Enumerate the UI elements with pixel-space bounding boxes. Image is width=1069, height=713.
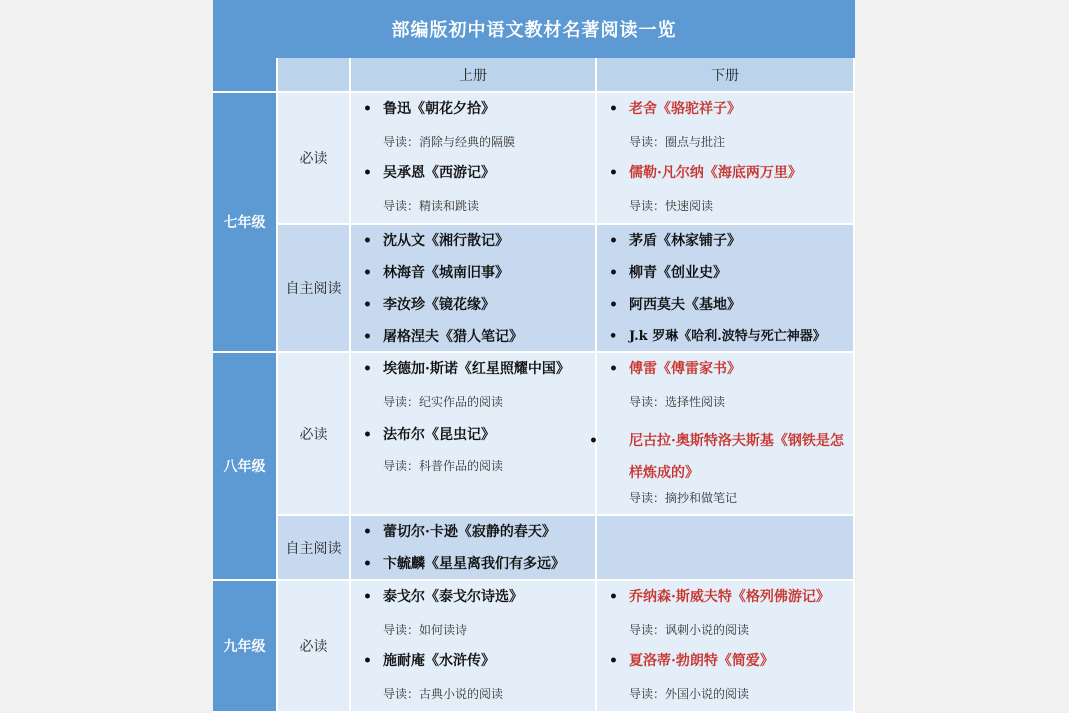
list-item: • 李汝珍《镜花缘》 (363, 297, 495, 313)
self-reading-label: 自主阅读 (278, 516, 351, 581)
list-item: • 老舍《骆驼祥子》 (609, 101, 741, 117)
reading-guide: 导读：如何读诗 (383, 623, 468, 637)
list-item: • J.k 罗琳《哈利.波特与死亡神器》 (609, 329, 826, 344)
required-label: 必读 (278, 93, 351, 225)
reading-guide: 导读：讽刺小说的阅读 (629, 623, 750, 637)
list-item: • 茅盾《林家铺子》 (609, 233, 741, 249)
header-first-half: 上册 (351, 58, 597, 93)
required-label: 必读 (278, 353, 351, 516)
g8-self-second-half (597, 516, 855, 581)
list-item: • 乔纳森·斯威夫特《格列佛游记》 (609, 589, 830, 605)
reading-list-table (213, 0, 855, 713)
reading-guide: 导读：摘抄和做笔记 (629, 491, 738, 505)
self-reading-label: 自主阅读 (278, 225, 351, 353)
list-item: • 傅雷《傅雷家书》 (609, 361, 741, 377)
table-title: 部编版初中语文教材名著阅读一览 (213, 0, 855, 58)
list-item: • 林海音《城南旧事》 (363, 265, 509, 281)
list-item: • 鲁迅《朝花夕拾》 (363, 101, 495, 117)
list-item: • 埃德加·斯诺《红星照耀中国》 (363, 361, 570, 377)
grade-9-label: 九年级 (213, 581, 278, 713)
g7-required-second-half (597, 93, 855, 225)
grade-8-label: 八年级 (213, 353, 278, 581)
header-second-half: 下册 (597, 58, 855, 93)
required-label: 必读 (278, 581, 351, 713)
list-item: • 夏洛蒂·勃朗特《简爱》 (609, 653, 774, 669)
g8-self-first-half (351, 516, 597, 581)
list-item: • 沈从文《湘行散记》 (363, 233, 509, 249)
list-item: • 尼古拉·奥斯特洛夫斯基《钢铁是怎样炼成的》 (589, 433, 844, 481)
list-item: • 柳青《创业史》 (609, 265, 727, 281)
g9-required-first-half (351, 581, 597, 713)
reading-guide: 导读：圈点与批注 (629, 135, 726, 149)
list-item: • 卞毓麟《星星离我们有多远》 (363, 556, 565, 572)
list-item: • 法布尔《昆虫记》 (363, 427, 495, 443)
list-item: • 蕾切尔·卡逊《寂静的春天》 (363, 524, 556, 540)
g7-self-first-half (351, 225, 597, 353)
list-item: • 泰戈尔《泰戈尔诗选》 (363, 589, 523, 605)
g8-required-first-half (351, 353, 597, 516)
reading-guide: 导读：消除与经典的隔膜 (383, 135, 516, 149)
g9-required-second-half (597, 581, 855, 713)
reading-guide: 导读：选择性阅读 (629, 395, 726, 409)
header-corner (213, 58, 278, 93)
reading-guide: 导读：精读和跳读 (383, 199, 480, 213)
list-item: • 施耐庵《水浒传》 (363, 653, 495, 669)
list-item: • 阿西莫夫《基地》 (609, 297, 741, 313)
grade-7-label: 七年级 (213, 93, 278, 353)
g8-required-second-half (589, 353, 855, 516)
reading-guide: 导读：快速阅读 (629, 199, 714, 213)
list-item: • 屠格涅夫《猎人笔记》 (363, 329, 523, 345)
list-item: • 儒勒·凡尔纳《海底两万里》 (609, 165, 802, 181)
reading-guide: 导读：科普作品的阅读 (383, 459, 504, 473)
reading-guide: 导读：纪实作品的阅读 (383, 395, 504, 409)
reading-guide: 导读：古典小说的阅读 (383, 687, 504, 701)
g7-self-second-half (597, 225, 855, 353)
reading-guide: 导读：外国小说的阅读 (629, 687, 750, 701)
g7-required-first-half (351, 93, 597, 225)
header-type-cell (278, 58, 351, 93)
list-item: • 吴承恩《西游记》 (363, 165, 495, 181)
